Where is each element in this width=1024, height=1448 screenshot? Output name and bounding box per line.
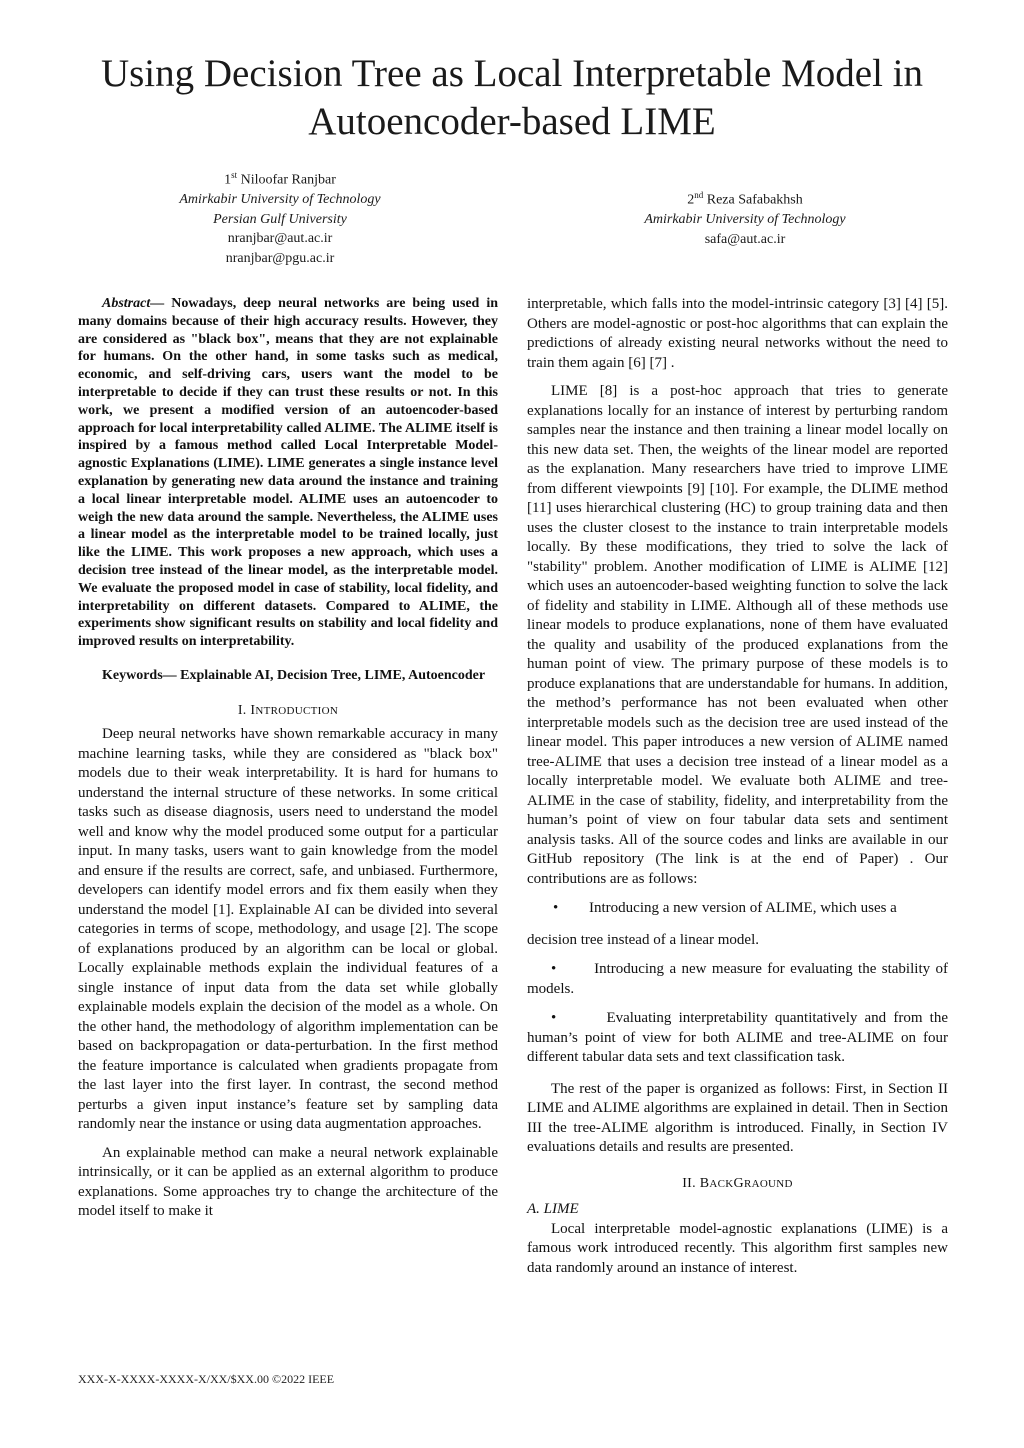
left-column — [78, 295, 498, 1222]
author-1-name: Niloofar Ranjbar — [240, 172, 336, 188]
section-title-initial: I — [250, 702, 256, 718]
section-title-rest: ACK — [709, 1177, 734, 1190]
intro-paragraph-continuation: interpretable, which falls into the model-intrinsic category [3] [4] [5]. Others are model-agnostic or post-hoc algorithms that can explain the predictions of already existing neural networks without the need to train them again [6] [7] . — [527, 296, 948, 371]
keywords-label: Keywords— — [102, 667, 177, 683]
section-number: II. — [682, 1175, 696, 1191]
author-1-email: nranjbar@pgu.ac.ir — [225, 250, 335, 266]
contribution-bullet — [527, 899, 948, 919]
section-heading-background — [527, 1174, 948, 1195]
section-title-initial: G — [733, 1175, 744, 1191]
abstract-text: Nowadays, deep neural networks are being used in many domains because of their high accuracy results. However, they are considered as "black box", means that they are not explainable for humans. On the other hand, in some tasks such as medical, economic, and self-driving cars, users want the model to be interpretable to decide if they can trust these results or not. In this work, we present a modified version of an autoencoder-based approach for local interpretability called ALIME. The ALIME itself is inspired by a famous method called Local Interpretable Model-agnostic Explanations (LIME). LIME generates a single instance level explanation by generating new data around the instance and training a local linear interpretable model. ALIME uses an autoencoder to weigh the new data around the sample. Nevertheless, the ALIME uses a linear model as the interpretable model to be trained locally, just like the LIME. This work proposes a new approach, which uses a decision tree instead of the linear model, as the interpretable model. We evaluate the proposed model in case of stability, local fidelity, and interpretability on different datasets. Compared to ALIME, the experiments show significant results on stability and local fidelity and improved results on interpretability. — [78, 296, 499, 650]
author-1-email: nranjbar@aut.ac.ir — [227, 231, 333, 247]
author-2-ordinal: 2 — [687, 192, 695, 208]
copyright-footer: XXX-X-XXXX-XXXX-X/XX/$XX.00 ©2022 IEEE — [78, 1372, 335, 1386]
author-1-affiliation: Amirkabir University of Technology — [179, 192, 381, 208]
abstract — [78, 295, 498, 651]
author-2-email: safa@aut.ac.ir — [704, 231, 786, 247]
author-1-ordinal: 1 — [224, 172, 232, 188]
abstract-label: Abstract— — [102, 296, 165, 311]
author-1-ordinal-suffix: st — [231, 170, 238, 180]
contribution-text: Introducing a new measure for evaluating the stability of models. — [527, 961, 949, 997]
organization-paragraph: The rest of the paper is organized as follows: First, in Section II LIME and ALIME algorithms are explained in detail. Then in Section III the tree-ALIME algorithm is introduced. Finally, in Section IV evaluations details and results are presented. — [527, 1080, 948, 1155]
keywords-text: Explainable AI, Decision Tree, LIME, Autoencoder — [180, 667, 486, 683]
contribution-text: Evaluating interpretability quantitatively and from the human’s point of view for both ALIME and tree-ALIME on four different tabular data sets and text classification task. — [527, 1010, 948, 1065]
author-2-name-line — [615, 186, 875, 210]
author-1-name-line — [150, 166, 410, 190]
bullet-icon: • — [551, 1010, 557, 1026]
author-2-affiliation: Amirkabir University of Technology — [644, 212, 846, 228]
contribution-text: Introducing a new version of ALIME, which uses a — [589, 900, 897, 916]
section-title-initial: B — [699, 1175, 710, 1191]
intro-paragraph: An explainable method can make a neural network explainable intrinsically, or it can be applied as an external algorithm to produce explanations. Some approaches try to change the architecture of the model itself to make it — [78, 1144, 498, 1220]
background-paragraph: Local interpretable model-agnostic explanations (LIME) is a famous work introduced recently. This algorithm first samples new data randomly around an instance of interest. — [527, 1220, 948, 1276]
section-title-rest: NTRODUCTION — [255, 704, 339, 717]
section-heading-introduction — [78, 701, 498, 722]
contribution-bullet — [527, 960, 948, 999]
section-title-rest: RAOUND — [743, 1177, 793, 1190]
contribution-continuation: decision tree instead of a linear model. — [527, 931, 759, 948]
bullet-icon: • — [553, 900, 559, 916]
keywords — [78, 667, 498, 685]
author-1-affiliation: Persian Gulf University — [213, 211, 347, 227]
author-2-ordinal-suffix: nd — [694, 190, 704, 200]
lime-paragraph: LIME [8] is a post-hoc approach that tries to generate explanations locally for an instance of interest by perturbing random samples near the instance and then training a linear model locally on this new data set. Then, the weights of the linear model are reported as the explanation. Many researchers have tried to improve LIME from different viewpoints [9] [10]. For example, the DLIME method [11] uses hierarchical clustering (HC) to group training data and then uses the cluster closest to the instance to train interpretable models locally. By these modifications, they tried to solve the lack of "stability" problem. Another modification of LIME is ALIME [12] which uses an autoencoder-based weighting function to solve the lack of fidelity and stability in LIME. Although all of these methods use linear models to produce explanations, none of them have evaluated the quality and usability of the produced explanations from the human point of view. The primary purpose of these models is to produce explanations that are understandable for humans. In addition, the method’s performance has not been evaluated when other interpretable models such as the decision tree are used instead of the linear model. This paper introduces a new version of ALIME named tree-ALIME that uses a decision tree instead of a linear model as a locally interpretable model. We evaluate both ALIME and tree-ALIME in the case of stability, fidelity, and interpretability from the human’s point of view on four tabular data sets and sentiment analysis tasks. All of the source codes and links are available in our GitHub repository (The link is at the end of Paper) . Our contributions are as follows: — [527, 383, 948, 887]
right-column — [527, 295, 948, 1278]
section-number: I. — [237, 702, 247, 718]
author-1-block — [150, 166, 410, 268]
contribution-bullet — [527, 1009, 948, 1068]
bullet-icon: • — [551, 961, 557, 977]
paper-title: Using Decision Tree as Local Interpretable Model in Autoencoder-based LIME — [100, 52, 924, 143]
author-2-block — [615, 186, 875, 249]
author-2-name: Reza Safabakhsh — [706, 192, 803, 208]
subsection-heading-lime: A. LIME — [527, 1201, 579, 1217]
intro-paragraph: Deep neural networks have shown remarkable accuracy in many machine learning tasks, while they are considered as "black box" models due to their weak interpretability. It is hard for humans to understand the internal structure of these networks. In some critical tasks such as disease diagnosis, users need to understand the model well and know why the model produced some output for a particular input. In many tasks, users want to gain knowledge from the model and ensure if the results are correct, safe, and unbiased. Furthermore, developers can identify model errors and fix them easily when they understand the model [1]. Explainable AI can be divided into several categories in terms of scope, methodology, and usage [2]. The scope of explanations produced by an algorithm can be local or global. Locally explainable methods explain the individual features of a single instance of input data from the data set while globally explainable models explain the decision of the model as a whole. On the other hand, the methodology of algorithm implementation can be based on backpropagation or data-perturbation. In the first method the feature importance is calculated when gradients propagate from the last layer into the first layer. In contrast, the second method perturbs a given input instance’s feature set by sampling data randomly near the instance or using data augmentation approaches. — [78, 726, 498, 1133]
